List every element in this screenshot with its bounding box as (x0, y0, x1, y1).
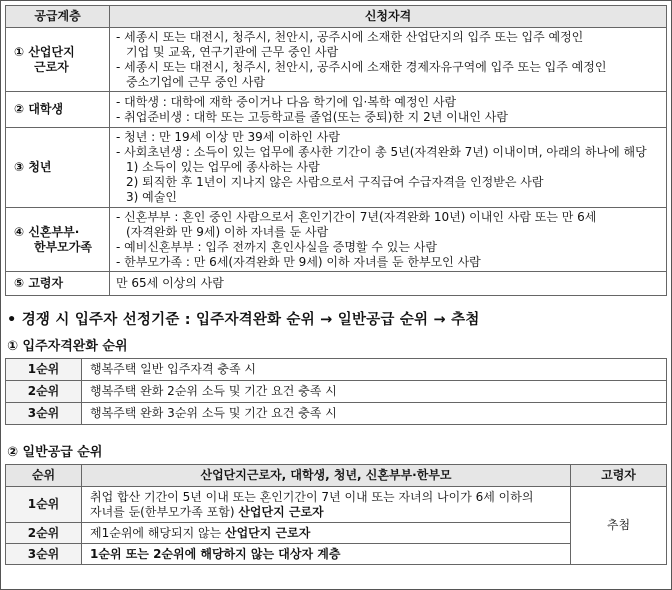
rank-desc-line (90, 505, 562, 520)
rank-label: 3순위 (6, 403, 82, 425)
rank-desc: 행복주택 완화 3순위 소득 및 기간 요건 충족 시 (82, 403, 667, 425)
header-rank: 순위 (6, 465, 82, 487)
rank-row (6, 381, 667, 403)
group-label: ③ 청년 (6, 128, 110, 208)
qualification-cell (110, 128, 667, 208)
general-title: ② 일반공급 순위 (7, 445, 103, 460)
rank-row (6, 403, 667, 425)
qualification-cell (110, 28, 667, 92)
qual-line: - 취업준비생 : 대학 또는 고등학교를 졸업(또는 중퇴)한 지 2년 이내인 사람 (116, 109, 508, 124)
rank-row (6, 359, 667, 381)
rank-label: 3순위 (6, 544, 82, 565)
group-label-line: 근로자 (34, 59, 69, 74)
group-label (6, 28, 110, 92)
group-label: ② 대학생 (6, 92, 110, 128)
rank-desc-bold: 1순위 또는 2순위에 해당하지 않는 대상자 계층 (90, 546, 341, 561)
qual-line: 중소기업에 근무 중인 사람 (126, 74, 265, 89)
qual-line: - 대학생 : 대학에 재학 중이거나 다음 학기에 입·복학 예정인 사람 (116, 94, 457, 109)
general-rank-table (5, 464, 667, 565)
selection-criteria: • 경쟁 시 입주자 선정기준 : 입주자격완화 순위 → 일반공급 순위 → 추첨 (7, 312, 480, 328)
rank-desc (82, 544, 571, 565)
qual-line: 2) 퇴직한 후 1년이 지나지 않은 사람으로서 구직급여 수급자격을 인정받은 사람 (126, 175, 544, 189)
header-group: 공급계층 (6, 6, 110, 28)
relaxed-rank-table (5, 358, 667, 425)
relaxed-title: ① 입주자격완화 순위 (7, 339, 128, 354)
rank-desc: 행복주택 완화 2순위 소득 및 기간 요건 충족 시 (82, 381, 667, 403)
qual-line: - 사회초년생 : 소득이 있는 업무에 종사한 기간이 총 5년(자격완화 7년) 이내이며, 아래의 하나에 해당 (116, 145, 647, 159)
eligibility-row (6, 92, 667, 128)
rank-label: 1순위 (6, 487, 82, 523)
elderly-cell: 추첨 (571, 487, 667, 565)
rank-desc-text: 자녀를 둔(한부모가족 포함) (90, 504, 239, 519)
group-label (6, 208, 110, 272)
qual-line: - 예비신혼부부 : 입주 전까지 혼인사실을 증명할 수 있는 사람 (116, 239, 437, 254)
group-label-line: ① 산업단지 (14, 44, 75, 59)
rank-desc-line: 취업 합산 기간이 5년 이내 또는 혼인기간이 7년 이내 또는 자녀의 나이가 6세 이하의 (90, 489, 534, 504)
qual-line: 1) 소득이 있는 업무에 종사하는 사람 (126, 160, 320, 174)
rank-label: 2순위 (6, 523, 82, 544)
qual-line: - 세종시 또는 대전시, 청주시, 천안시, 공주시에 소재한 산업단지의 입주 또는 입주 예정인 (116, 29, 584, 44)
qual-line: 3) 예술인 (126, 190, 177, 204)
rank-desc-text: 제1순위에 해당되지 않는 (90, 525, 225, 540)
general-header-row (6, 465, 667, 487)
rank-desc-bold: 산업단지 근로자 (238, 504, 324, 519)
header-qualification: 신청자격 (110, 6, 667, 28)
rank-desc: 행복주택 일반 입주자격 충족 시 (82, 359, 667, 381)
rank-desc (82, 523, 571, 544)
qualification-cell (110, 272, 667, 296)
eligibility-row (6, 28, 667, 92)
group-label-line: ④ 신혼부부· (14, 224, 80, 239)
eligibility-row (6, 272, 667, 296)
group-label-line: 한부모가족 (34, 239, 92, 254)
general-row (6, 544, 667, 565)
qual-line: - 세종시 또는 대전시, 청주시, 천안시, 공주시에 소재한 경제자유구역에 입주 또는 입주 예정인 (116, 59, 607, 74)
eligibility-row (6, 208, 667, 272)
qual-line: - 한부모가족 : 만 6세(자격완화 만 9세) 이하 자녀를 둔 한부모인 사람 (116, 254, 481, 269)
header-elderly: 고령자 (571, 465, 667, 487)
general-row (6, 523, 667, 544)
rank-desc-bold: 산업단지 근로자 (225, 525, 311, 540)
qualification-cell (110, 92, 667, 128)
qual-line: 만 65세 이상의 사람 (116, 276, 224, 290)
qual-line: 기업 및 교육, 연구기관에 근무 중인 사람 (126, 44, 339, 59)
qual-line: - 청년 : 만 19세 이상 만 39세 이하인 사람 (116, 130, 340, 144)
qualification-cell (110, 208, 667, 272)
rank-label: 2순위 (6, 381, 82, 403)
qual-line: - 신혼부부 : 혼인 중인 사람으로서 혼인기간이 7년(자격완화 10년) 이내인 사람 또는 만 6세 (116, 209, 597, 224)
group-label: ⑤ 고령자 (6, 272, 110, 296)
general-row (6, 487, 667, 523)
eligibility-table (5, 5, 667, 296)
qual-line: (자격완화 만 9세) 이하 자녀를 둔 사람 (126, 224, 329, 239)
rank-desc (82, 487, 571, 523)
rank-label: 1순위 (6, 359, 82, 381)
eligibility-row (6, 128, 667, 208)
eligibility-header-row (6, 6, 667, 28)
header-desc: 산업단지근로자, 대학생, 청년, 신혼부부·한부모 (82, 465, 571, 487)
